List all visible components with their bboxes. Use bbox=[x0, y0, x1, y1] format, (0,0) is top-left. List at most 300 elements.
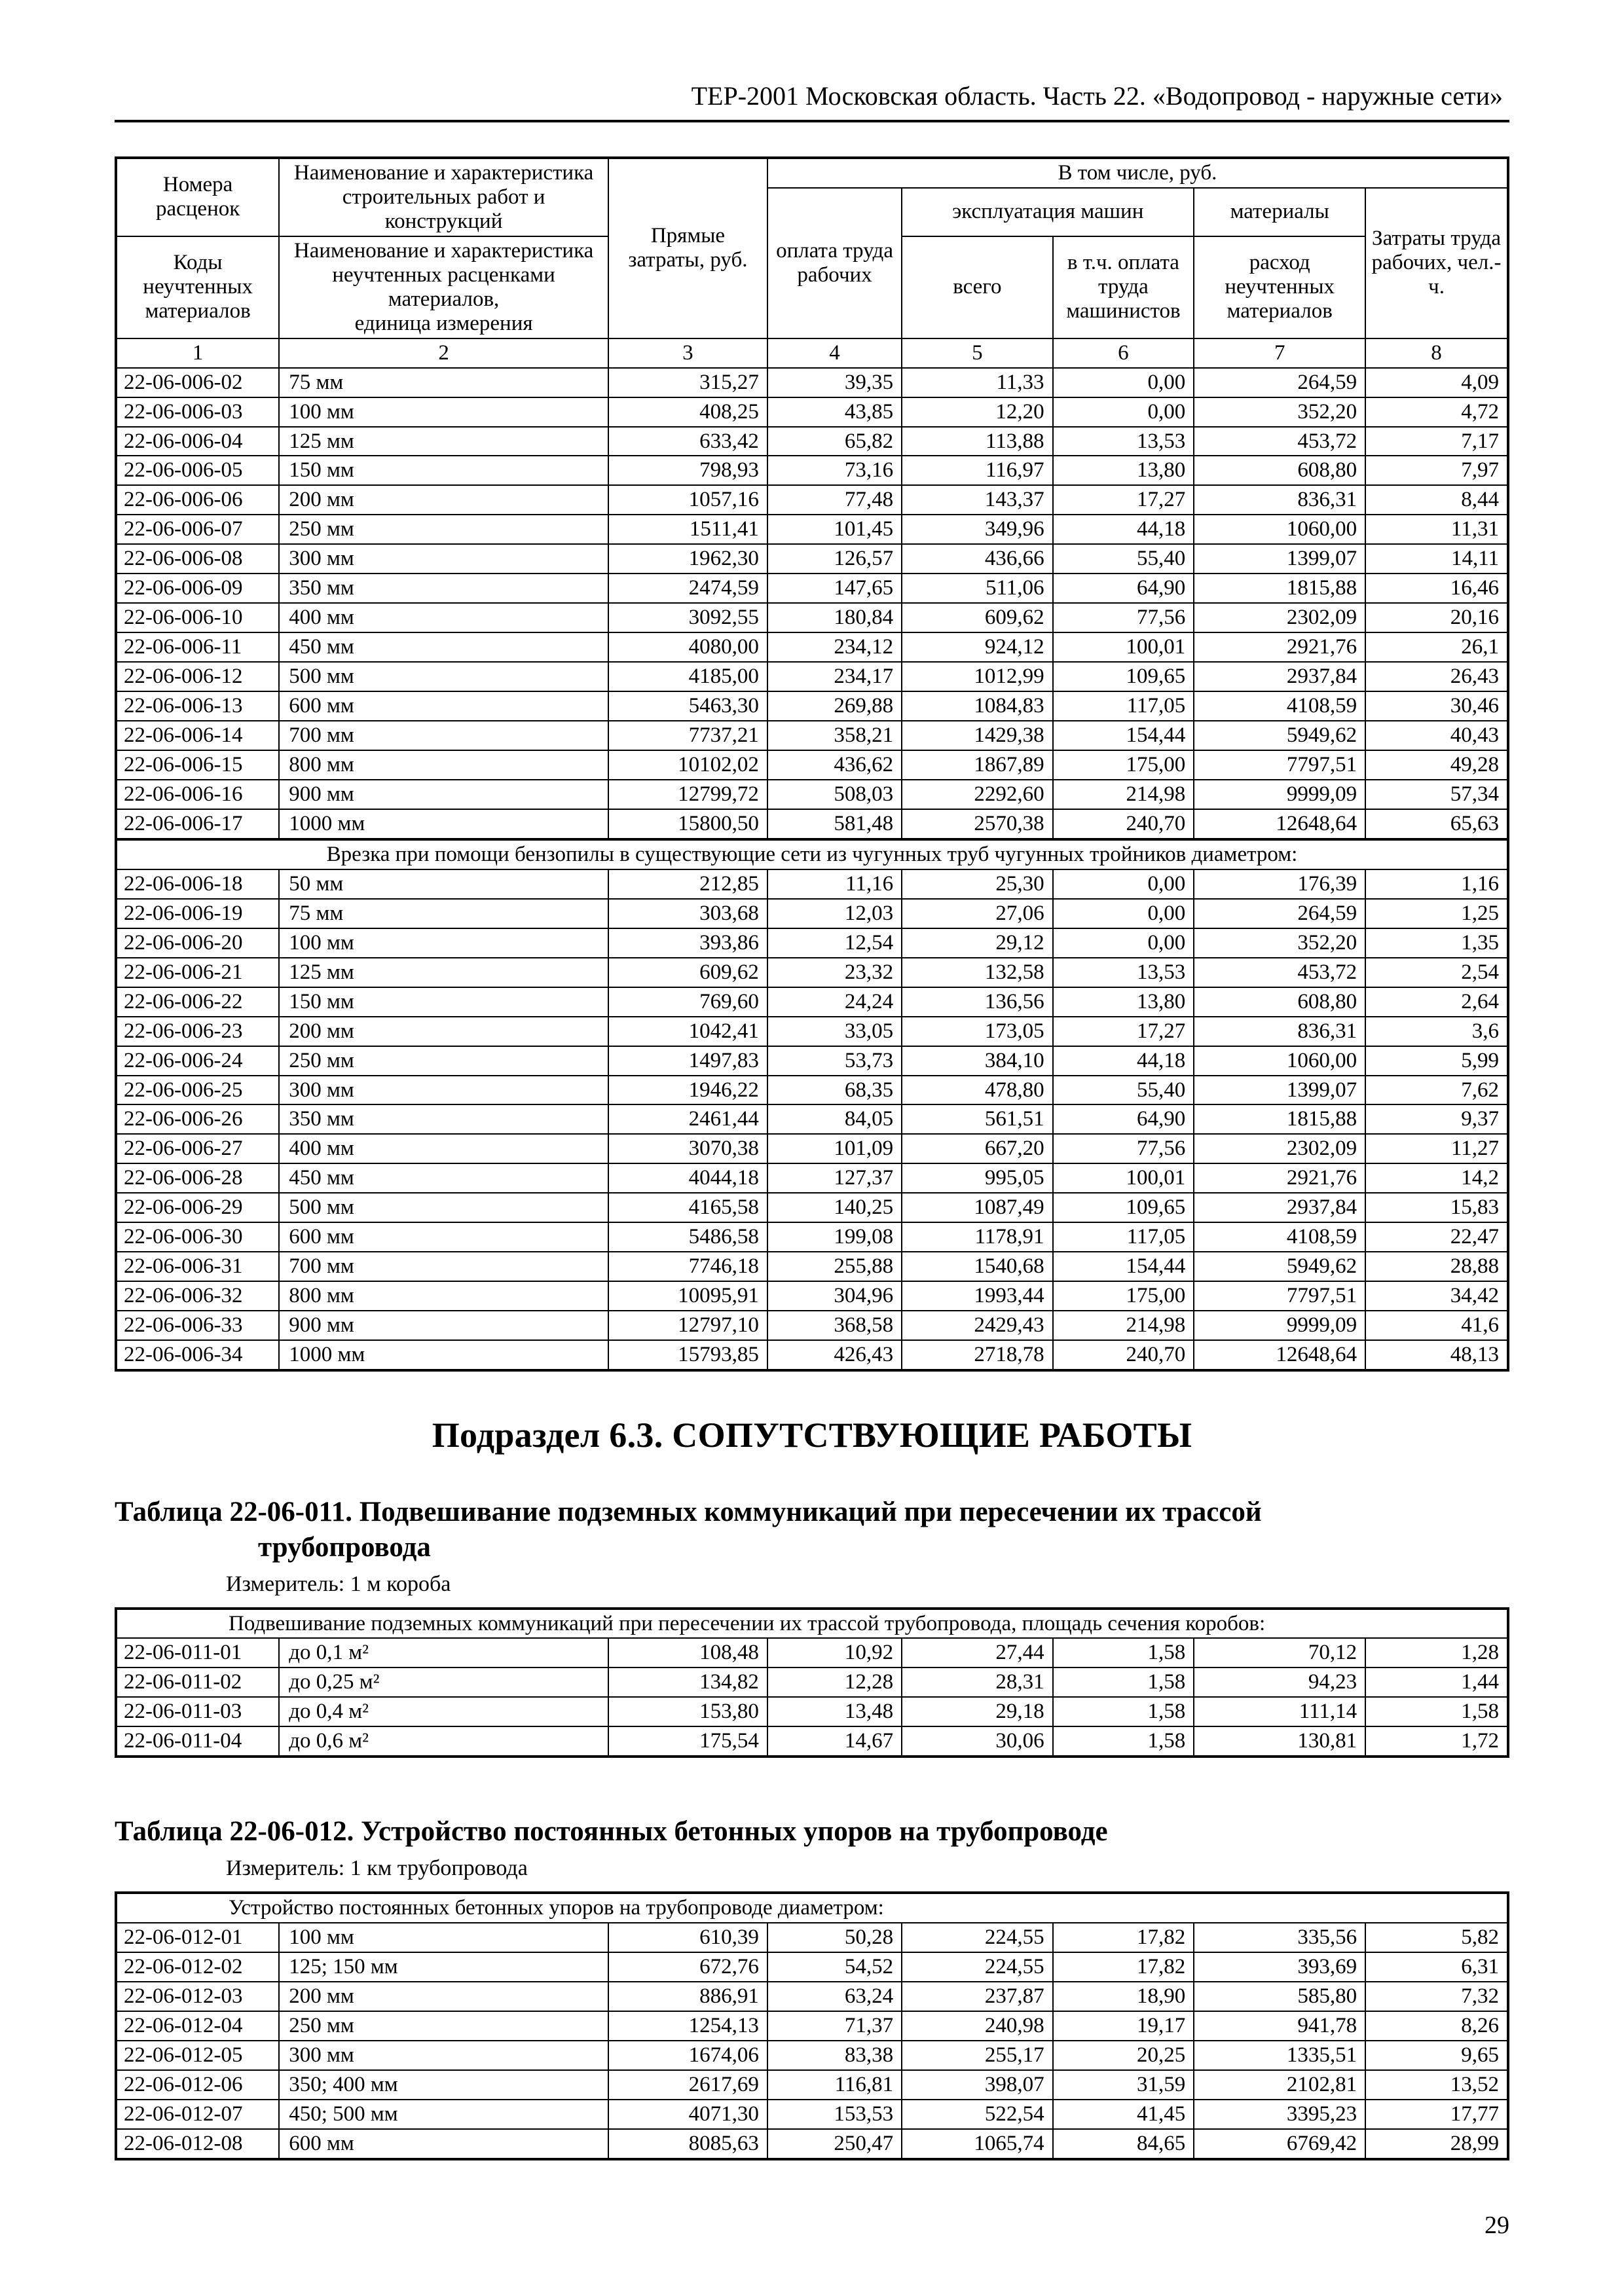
worker-pay: 68,35 bbox=[767, 1076, 902, 1105]
direct-costs: 175,54 bbox=[608, 1726, 767, 1757]
material-consumption: 264,59 bbox=[1194, 899, 1365, 928]
direct-costs: 315,27 bbox=[608, 368, 767, 397]
table-row bbox=[116, 603, 1508, 632]
machinist-pay: 154,44 bbox=[1053, 721, 1194, 750]
machines-total: 609,62 bbox=[902, 603, 1052, 632]
table-row bbox=[116, 662, 1508, 691]
material-consumption: 1335,51 bbox=[1194, 2041, 1365, 2070]
rate-code: 22-06-012-01 bbox=[116, 1923, 279, 1952]
rate-code: 22-06-006-32 bbox=[116, 1281, 279, 1311]
rate-code: 22-06-006-13 bbox=[116, 691, 279, 721]
rate-name: 600 мм bbox=[279, 2129, 608, 2159]
table-row bbox=[116, 691, 1508, 721]
rate-name: 800 мм bbox=[279, 1281, 608, 1311]
th-work-name: Наименование и характеристика строительных работ и конструкций bbox=[279, 158, 608, 236]
labor-costs: 3,6 bbox=[1365, 1017, 1508, 1046]
material-consumption: 1399,07 bbox=[1194, 544, 1365, 574]
machinist-pay: 13,53 bbox=[1053, 427, 1194, 456]
machinist-pay: 0,00 bbox=[1053, 397, 1194, 427]
rate-name: 1000 мм bbox=[279, 809, 608, 839]
rate-name: 450 мм bbox=[279, 1163, 608, 1193]
machinist-pay: 117,05 bbox=[1053, 691, 1194, 721]
rate-code: 22-06-006-30 bbox=[116, 1222, 279, 1252]
direct-costs: 12799,72 bbox=[608, 780, 767, 809]
table-row bbox=[116, 544, 1508, 574]
direct-costs: 153,80 bbox=[608, 1697, 767, 1726]
material-consumption: 5949,62 bbox=[1194, 1252, 1365, 1281]
machinist-pay: 41,45 bbox=[1053, 2100, 1194, 2129]
rate-code: 22-06-006-23 bbox=[116, 1017, 279, 1046]
rate-code: 22-06-006-25 bbox=[116, 1076, 279, 1105]
table-row bbox=[116, 1134, 1508, 1163]
direct-costs: 108,48 bbox=[608, 1638, 767, 1667]
machinist-pay: 1,58 bbox=[1053, 1667, 1194, 1697]
rate-code: 22-06-006-22 bbox=[116, 987, 279, 1017]
worker-pay: 436,62 bbox=[767, 750, 902, 780]
table-row bbox=[116, 574, 1508, 603]
rate-code: 22-06-011-01 bbox=[116, 1638, 279, 1667]
worker-pay: 84,05 bbox=[767, 1104, 902, 1134]
th-worker-pay: оплата труда рабочих bbox=[767, 188, 902, 338]
machines-total: 436,66 bbox=[902, 544, 1052, 574]
rate-name: до 0,6 м² bbox=[279, 1726, 608, 1757]
direct-costs: 1962,30 bbox=[608, 544, 767, 574]
material-consumption: 7797,51 bbox=[1194, 1281, 1365, 1311]
material-consumption: 2921,76 bbox=[1194, 1163, 1365, 1193]
spacer bbox=[115, 1758, 1509, 1814]
material-consumption: 6769,42 bbox=[1194, 2129, 1365, 2159]
rate-code: 22-06-006-04 bbox=[116, 427, 279, 456]
rate-name: 50 мм bbox=[279, 869, 608, 899]
worker-pay: 33,05 bbox=[767, 1017, 902, 1046]
worker-pay: 71,37 bbox=[767, 2011, 902, 2041]
material-consumption: 9999,09 bbox=[1194, 1311, 1365, 1340]
machinist-pay: 17,27 bbox=[1053, 1017, 1194, 1046]
machines-total: 132,58 bbox=[902, 958, 1052, 987]
labor-costs: 9,65 bbox=[1365, 2041, 1508, 2070]
machines-total: 2570,38 bbox=[902, 809, 1052, 839]
table-row bbox=[116, 928, 1508, 958]
rate-name: до 0,25 м² bbox=[279, 1667, 608, 1697]
rate-code: 22-06-006-06 bbox=[116, 485, 279, 515]
labor-costs: 11,27 bbox=[1365, 1134, 1508, 1163]
labor-costs: 4,72 bbox=[1365, 397, 1508, 427]
material-consumption: 4108,59 bbox=[1194, 691, 1365, 721]
direct-costs: 4185,00 bbox=[608, 662, 767, 691]
header-rule bbox=[115, 120, 1509, 122]
colnum-4: 4 bbox=[767, 338, 902, 368]
group-caption-row bbox=[116, 839, 1508, 869]
worker-pay: 23,32 bbox=[767, 958, 902, 987]
material-consumption: 836,31 bbox=[1194, 485, 1365, 515]
th-machines-total: всего bbox=[902, 236, 1052, 338]
direct-costs: 393,86 bbox=[608, 928, 767, 958]
colnum-6: 6 bbox=[1053, 338, 1194, 368]
machines-total: 237,87 bbox=[902, 1982, 1052, 2011]
worker-pay: 63,24 bbox=[767, 1982, 902, 2011]
rate-table-22-06-012 bbox=[115, 1891, 1509, 2160]
rate-code: 22-06-006-27 bbox=[116, 1134, 279, 1163]
material-consumption: 608,80 bbox=[1194, 456, 1365, 485]
worker-pay: 255,88 bbox=[767, 1252, 902, 1281]
table-row bbox=[116, 368, 1508, 397]
machinist-pay: 154,44 bbox=[1053, 1252, 1194, 1281]
table-row bbox=[116, 632, 1508, 662]
table-row bbox=[116, 1726, 1508, 1757]
worker-pay: 10,92 bbox=[767, 1638, 902, 1667]
labor-costs: 14,2 bbox=[1365, 1163, 1508, 1193]
worker-pay: 126,57 bbox=[767, 544, 902, 574]
material-consumption: 5949,62 bbox=[1194, 721, 1365, 750]
table-row bbox=[116, 515, 1508, 544]
worker-pay: 13,48 bbox=[767, 1697, 902, 1726]
labor-costs: 13,52 bbox=[1365, 2070, 1508, 2100]
machines-total: 1065,74 bbox=[902, 2129, 1052, 2159]
rate-code: 22-06-006-21 bbox=[116, 958, 279, 987]
rate-name: 800 мм bbox=[279, 750, 608, 780]
rate-name: 900 мм bbox=[279, 780, 608, 809]
material-consumption: 12648,64 bbox=[1194, 1340, 1365, 1370]
worker-pay: 358,21 bbox=[767, 721, 902, 750]
machines-total: 27,06 bbox=[902, 899, 1052, 928]
th-labor-costs: Затраты труда рабочих, чел.-ч. bbox=[1365, 188, 1508, 338]
material-consumption: 453,72 bbox=[1194, 958, 1365, 987]
rate-name: 150 мм bbox=[279, 456, 608, 485]
machinist-pay: 13,80 bbox=[1053, 456, 1194, 485]
labor-costs: 8,44 bbox=[1365, 485, 1508, 515]
machinist-pay: 19,17 bbox=[1053, 2011, 1194, 2041]
labor-costs: 1,35 bbox=[1365, 928, 1508, 958]
rate-name: 300 мм bbox=[279, 2041, 608, 2070]
table-row bbox=[116, 1281, 1508, 1311]
machines-total: 224,55 bbox=[902, 1923, 1052, 1952]
rate-code: 22-06-006-14 bbox=[116, 721, 279, 750]
worker-pay: 127,37 bbox=[767, 1163, 902, 1193]
th-material-name: Наименование и характеристика неучтенных расценками материалов, единица измерения bbox=[279, 236, 608, 338]
direct-costs: 10102,02 bbox=[608, 750, 767, 780]
material-consumption: 941,78 bbox=[1194, 2011, 1365, 2041]
machinist-pay: 18,90 bbox=[1053, 1982, 1194, 2011]
machinist-pay: 117,05 bbox=[1053, 1222, 1194, 1252]
colnum-5: 5 bbox=[902, 338, 1052, 368]
machines-total: 478,80 bbox=[902, 1076, 1052, 1105]
colnum-2: 2 bbox=[279, 338, 608, 368]
material-consumption: 2937,84 bbox=[1194, 1193, 1365, 1222]
labor-costs: 14,11 bbox=[1365, 544, 1508, 574]
direct-costs: 10095,91 bbox=[608, 1281, 767, 1311]
th-codes-unaccounted: Коды неучтенных материалов bbox=[116, 236, 279, 338]
machines-total: 1087,49 bbox=[902, 1193, 1052, 1222]
table-row bbox=[116, 1017, 1508, 1046]
direct-costs: 5463,30 bbox=[608, 691, 767, 721]
worker-pay: 250,47 bbox=[767, 2129, 902, 2159]
direct-costs: 7737,21 bbox=[608, 721, 767, 750]
table-row bbox=[116, 780, 1508, 809]
rate-code: 22-06-006-33 bbox=[116, 1311, 279, 1340]
table-header-row-1 bbox=[116, 158, 1508, 188]
rate-name: 75 мм bbox=[279, 368, 608, 397]
material-consumption: 70,12 bbox=[1194, 1638, 1365, 1667]
rate-code: 22-06-012-04 bbox=[116, 2011, 279, 2041]
worker-pay: 508,03 bbox=[767, 780, 902, 809]
rate-table-22-06-006 bbox=[115, 156, 1509, 1372]
worker-pay: 12,03 bbox=[767, 899, 902, 928]
machinist-pay: 214,98 bbox=[1053, 1311, 1194, 1340]
machinist-pay: 109,65 bbox=[1053, 1193, 1194, 1222]
worker-pay: 304,96 bbox=[767, 1281, 902, 1311]
labor-costs: 15,83 bbox=[1365, 1193, 1508, 1222]
material-consumption: 585,80 bbox=[1194, 1982, 1365, 2011]
table-012-title bbox=[115, 1814, 1509, 1850]
machines-total: 11,33 bbox=[902, 368, 1052, 397]
material-consumption: 1060,00 bbox=[1194, 515, 1365, 544]
machinist-pay: 0,00 bbox=[1053, 928, 1194, 958]
labor-costs: 48,13 bbox=[1365, 1340, 1508, 1370]
direct-costs: 4080,00 bbox=[608, 632, 767, 662]
worker-pay: 77,48 bbox=[767, 485, 902, 515]
machinist-pay: 100,01 bbox=[1053, 1163, 1194, 1193]
machinist-pay: 44,18 bbox=[1053, 1046, 1194, 1076]
rate-name: 400 мм bbox=[279, 603, 608, 632]
direct-costs: 15800,50 bbox=[608, 809, 767, 839]
direct-costs: 2617,69 bbox=[608, 2070, 767, 2100]
rate-code: 22-06-012-06 bbox=[116, 2070, 279, 2100]
table-011-title-line1: Таблица 22-06-011. Подвешивание подземных коммуникаций при пересечении их трассой bbox=[115, 1497, 1262, 1528]
labor-costs: 1,58 bbox=[1365, 1697, 1508, 1726]
th-group-machines: эксплуатация машин bbox=[902, 188, 1194, 236]
machinist-pay: 175,00 bbox=[1053, 750, 1194, 780]
worker-pay: 368,58 bbox=[767, 1311, 902, 1340]
machinist-pay: 13,80 bbox=[1053, 987, 1194, 1017]
worker-pay: 12,28 bbox=[767, 1667, 902, 1697]
rate-rows-011 bbox=[116, 1638, 1508, 1757]
labor-costs: 34,42 bbox=[1365, 1281, 1508, 1311]
material-consumption: 2102,81 bbox=[1194, 2070, 1365, 2100]
rate-name: 300 мм bbox=[279, 544, 608, 574]
labor-costs: 1,25 bbox=[1365, 899, 1508, 928]
labor-costs: 1,44 bbox=[1365, 1667, 1508, 1697]
rate-name: 350; 400 мм bbox=[279, 2070, 608, 2100]
material-consumption: 2302,09 bbox=[1194, 1134, 1365, 1163]
material-consumption: 352,20 bbox=[1194, 397, 1365, 427]
material-consumption: 2921,76 bbox=[1194, 632, 1365, 662]
machines-total: 240,98 bbox=[902, 2011, 1052, 2041]
rate-code: 22-06-006-12 bbox=[116, 662, 279, 691]
direct-costs: 1946,22 bbox=[608, 1076, 767, 1105]
direct-costs: 633,42 bbox=[608, 427, 767, 456]
rate-name: 400 мм bbox=[279, 1134, 608, 1163]
machines-total: 1540,68 bbox=[902, 1252, 1052, 1281]
table-row bbox=[116, 2011, 1508, 2041]
labor-costs: 2,54 bbox=[1365, 958, 1508, 987]
labor-costs: 9,37 bbox=[1365, 1104, 1508, 1134]
rate-code: 22-06-006-16 bbox=[116, 780, 279, 809]
rate-name: 200 мм bbox=[279, 1017, 608, 1046]
direct-costs: 1511,41 bbox=[608, 515, 767, 544]
machines-total: 1012,99 bbox=[902, 662, 1052, 691]
direct-costs: 610,39 bbox=[608, 1923, 767, 1952]
rate-name: 300 мм bbox=[279, 1076, 608, 1105]
direct-costs: 2474,59 bbox=[608, 574, 767, 603]
direct-costs: 7746,18 bbox=[608, 1252, 767, 1281]
subsection-title: Подраздел 6.3. СОПУТСТВУЮЩИЕ РАБОТЫ bbox=[432, 1415, 1192, 1455]
group-caption-011 bbox=[116, 1609, 1508, 1639]
labor-costs: 30,46 bbox=[1365, 691, 1508, 721]
material-consumption: 7797,51 bbox=[1194, 750, 1365, 780]
colnum-3: 3 bbox=[608, 338, 767, 368]
rate-code: 22-06-006-09 bbox=[116, 574, 279, 603]
machinist-pay: 55,40 bbox=[1053, 1076, 1194, 1105]
labor-costs: 41,6 bbox=[1365, 1311, 1508, 1340]
material-consumption: 836,31 bbox=[1194, 1017, 1365, 1046]
machines-total: 224,55 bbox=[902, 1952, 1052, 1982]
worker-pay: 39,35 bbox=[767, 368, 902, 397]
worker-pay: 65,82 bbox=[767, 427, 902, 456]
machines-total: 522,54 bbox=[902, 2100, 1052, 2129]
rate-rows-006-part1 bbox=[116, 368, 1508, 839]
rate-code: 22-06-006-11 bbox=[116, 632, 279, 662]
table-row bbox=[116, 869, 1508, 899]
direct-costs: 12797,10 bbox=[608, 1311, 767, 1340]
direct-costs: 2461,44 bbox=[608, 1104, 767, 1134]
rate-name: 100 мм bbox=[279, 928, 608, 958]
rate-name: 900 мм bbox=[279, 1311, 608, 1340]
colnum-1: 1 bbox=[116, 338, 279, 368]
group-caption-012 bbox=[116, 1893, 1508, 1923]
labor-costs: 28,99 bbox=[1365, 2129, 1508, 2159]
table-row bbox=[116, 397, 1508, 427]
material-consumption: 12648,64 bbox=[1194, 809, 1365, 839]
direct-costs: 1254,13 bbox=[608, 2011, 767, 2041]
machinist-pay: 84,65 bbox=[1053, 2129, 1194, 2159]
labor-costs: 26,43 bbox=[1365, 662, 1508, 691]
machines-total: 143,37 bbox=[902, 485, 1052, 515]
direct-costs: 886,91 bbox=[608, 1982, 767, 2011]
rate-table-22-06-011 bbox=[115, 1607, 1509, 1758]
machinist-pay: 0,00 bbox=[1053, 869, 1194, 899]
machinist-pay: 17,27 bbox=[1053, 485, 1194, 515]
worker-pay: 147,65 bbox=[767, 574, 902, 603]
material-consumption: 1815,88 bbox=[1194, 1104, 1365, 1134]
table-row bbox=[116, 1252, 1508, 1281]
worker-pay: 73,16 bbox=[767, 456, 902, 485]
labor-costs: 57,34 bbox=[1365, 780, 1508, 809]
rate-name: 75 мм bbox=[279, 899, 608, 928]
machines-total: 511,06 bbox=[902, 574, 1052, 603]
th-group-materials: материалы bbox=[1194, 188, 1365, 236]
direct-costs: 303,68 bbox=[608, 899, 767, 928]
rate-code: 22-06-006-08 bbox=[116, 544, 279, 574]
machines-total: 30,06 bbox=[902, 1726, 1052, 1757]
machinist-pay: 17,82 bbox=[1053, 1923, 1194, 1952]
worker-pay: 43,85 bbox=[767, 397, 902, 427]
rate-name: 100 мм bbox=[279, 1923, 608, 1952]
table-row bbox=[116, 2100, 1508, 2129]
worker-pay: 24,24 bbox=[767, 987, 902, 1017]
worker-pay: 199,08 bbox=[767, 1222, 902, 1252]
labor-costs: 7,97 bbox=[1365, 456, 1508, 485]
rate-code: 22-06-006-34 bbox=[116, 1340, 279, 1370]
rate-name: 1000 мм bbox=[279, 1340, 608, 1370]
rate-name: 600 мм bbox=[279, 691, 608, 721]
machinist-pay: 77,56 bbox=[1053, 1134, 1194, 1163]
machines-total: 1993,44 bbox=[902, 1281, 1052, 1311]
machines-total: 27,44 bbox=[902, 1638, 1052, 1667]
labor-costs: 11,31 bbox=[1365, 515, 1508, 544]
worker-pay: 11,16 bbox=[767, 869, 902, 899]
machinist-pay: 44,18 bbox=[1053, 515, 1194, 544]
direct-costs: 672,76 bbox=[608, 1952, 767, 1982]
worker-pay: 83,38 bbox=[767, 2041, 902, 2070]
table-row bbox=[116, 809, 1508, 839]
rate-code: 22-06-006-31 bbox=[116, 1252, 279, 1281]
worker-pay: 101,45 bbox=[767, 515, 902, 544]
rate-code: 22-06-006-20 bbox=[116, 928, 279, 958]
table-row bbox=[116, 1952, 1508, 1982]
rate-name: 200 мм bbox=[279, 1982, 608, 2011]
rate-code: 22-06-006-02 bbox=[116, 368, 279, 397]
table-012-measure: Измеритель: 1 км трубопровода bbox=[226, 1856, 528, 1881]
worker-pay: 50,28 bbox=[767, 1923, 902, 1952]
machines-total: 25,30 bbox=[902, 869, 1052, 899]
group-caption-006 bbox=[116, 839, 1508, 869]
direct-costs: 1674,06 bbox=[608, 2041, 767, 2070]
machinist-pay: 20,25 bbox=[1053, 2041, 1194, 2070]
rate-code: 22-06-006-24 bbox=[116, 1046, 279, 1076]
machinist-pay: 31,59 bbox=[1053, 2070, 1194, 2100]
table-row bbox=[116, 427, 1508, 456]
page-number: 29 bbox=[1485, 2212, 1509, 2239]
table-row bbox=[116, 721, 1508, 750]
machines-total: 136,56 bbox=[902, 987, 1052, 1017]
worker-pay: 116,81 bbox=[767, 2070, 902, 2100]
worker-pay: 101,09 bbox=[767, 1134, 902, 1163]
th-material-consumption: расход неучтенных материалов bbox=[1194, 236, 1365, 338]
rate-rows-006-part2 bbox=[116, 869, 1508, 1370]
labor-costs: 5,82 bbox=[1365, 1923, 1508, 1952]
machines-total: 349,96 bbox=[902, 515, 1052, 544]
machines-total: 398,07 bbox=[902, 2070, 1052, 2100]
colnum-8: 8 bbox=[1365, 338, 1508, 368]
rate-code: 22-06-006-17 bbox=[116, 809, 279, 839]
direct-costs: 4044,18 bbox=[608, 1163, 767, 1193]
labor-costs: 26,1 bbox=[1365, 632, 1508, 662]
table-row bbox=[116, 456, 1508, 485]
machines-total: 1178,91 bbox=[902, 1222, 1052, 1252]
direct-costs: 4071,30 bbox=[608, 2100, 767, 2129]
th-codes: Номера расценок bbox=[116, 158, 279, 236]
table-row bbox=[116, 1340, 1508, 1370]
direct-costs: 798,93 bbox=[608, 456, 767, 485]
machinist-pay: 214,98 bbox=[1053, 780, 1194, 809]
rate-code: 22-06-012-03 bbox=[116, 1982, 279, 2011]
direct-costs: 8085,63 bbox=[608, 2129, 767, 2159]
machines-total: 995,05 bbox=[902, 1163, 1052, 1193]
machines-total: 2429,43 bbox=[902, 1311, 1052, 1340]
material-consumption: 335,56 bbox=[1194, 1923, 1365, 1952]
rate-name: 250 мм bbox=[279, 1046, 608, 1076]
worker-pay: 153,53 bbox=[767, 2100, 902, 2129]
worker-pay: 54,52 bbox=[767, 1952, 902, 1982]
direct-costs: 3092,55 bbox=[608, 603, 767, 632]
material-consumption: 1399,07 bbox=[1194, 1076, 1365, 1105]
machines-total: 2718,78 bbox=[902, 1340, 1052, 1370]
labor-costs: 5,99 bbox=[1365, 1046, 1508, 1076]
material-consumption: 608,80 bbox=[1194, 987, 1365, 1017]
labor-costs: 49,28 bbox=[1365, 750, 1508, 780]
rate-code: 22-06-006-18 bbox=[116, 869, 279, 899]
rate-name: 350 мм bbox=[279, 574, 608, 603]
